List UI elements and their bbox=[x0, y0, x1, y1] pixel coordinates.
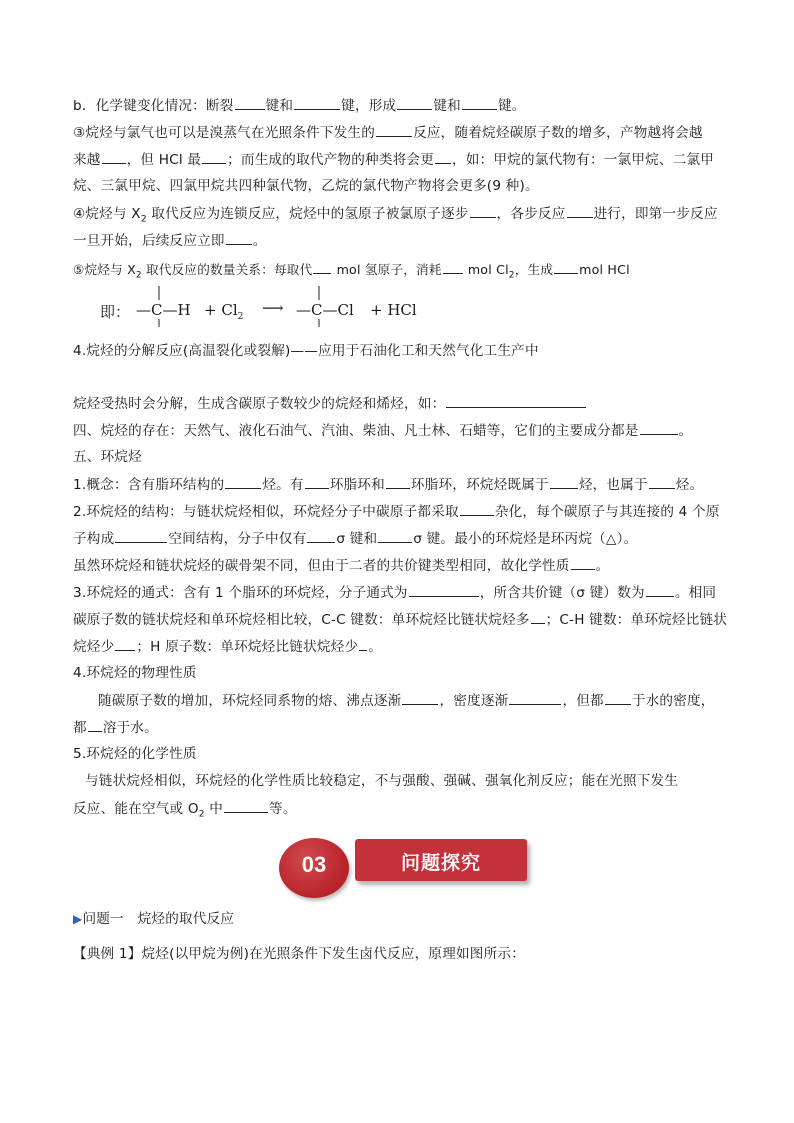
substitution-equation bbox=[100, 282, 430, 328]
section-heading: 5.环烷烃的化学性质 bbox=[73, 746, 197, 762]
section-title-plate: 问题探究 bbox=[355, 839, 527, 881]
text-line: 1.概念：含有脂环结构的 烃。有 环脂环和 环脂环，环烷烃既属于 烃，也属于 烃。 bbox=[73, 477, 704, 493]
text-line: 烷烃少 ；H 原子数：单环烷烃比链状烷烃少 。 bbox=[73, 639, 383, 655]
text-line: b．化学键变化情况：断裂 键和 键，形成 键和 键。 bbox=[73, 98, 526, 114]
text-line: 虽然环烷烃和链状烷烃的碳骨架不同，但由于二者的共价键类型相同，故化学性质 。 bbox=[73, 558, 610, 574]
methane-group: —C—H bbox=[136, 301, 191, 319]
chloromethane-group: —C—Cl bbox=[296, 301, 354, 319]
text-line: 与链状烷烃相似，环烷烃的化学性质比较稳定，不与强酸、强碱、强氧化剂反应；能在光照下发生 bbox=[85, 773, 679, 789]
text-line: 3.环烷烃的通式：含有 1 个脂环的环烷烃，分子通式为 ，所含共价键（σ 键）数为 。相同 bbox=[73, 585, 717, 601]
arrow-icon: ⟶ bbox=[262, 299, 284, 317]
triangle-bullet-icon: ▶ bbox=[73, 912, 83, 926]
section-heading: 4.环烷烃的物理性质 bbox=[73, 665, 197, 681]
text-line: 烷烃受热时会分解，生成含碳原子数较少的烷烃和烯烃，如： bbox=[73, 394, 587, 413]
section-number-badge: 03 bbox=[279, 838, 349, 898]
text-line: 一旦开始，后续反应立即 。 bbox=[73, 233, 267, 249]
text-line: 来越 ，但 HCl 最 ；而生成的取代产物的种类将会更 ，如：甲烷的氯代物有：一氯甲烷、二氯甲 bbox=[73, 152, 715, 168]
text-line: 子构成 空间结构，分子中仅有 σ 键和 σ 键。最小的环烷烃是环丙烷（△）。 bbox=[73, 531, 638, 547]
text-line: 烷、三氯甲烷、四氯甲烷共四种氯代物，乙烷的氯代物产物将会更多(9 种)。 bbox=[73, 178, 539, 194]
equation-prefix: 即： bbox=[100, 303, 131, 321]
text-line: 都 溶于水。 bbox=[73, 720, 158, 736]
example-line: 【典例 1】烷烃(以甲烷为例)在光照条件下发生卤代反应，原理如图所示： bbox=[73, 946, 525, 962]
text-line: 反应、能在空气或 $O_2$ 中 等。 bbox=[73, 801, 297, 820]
text-line: 随碳原子数的增加，环烷烃同系物的熔、沸点逐渐 ，密度逐渐 ，但都 于水的密度， bbox=[98, 693, 715, 709]
text-line: ⑤烷烃与 $X_2$ 取代反应的数量关系：每取代 mol 氢原子，消耗 mol $Cl_2$，生成 mol HCl bbox=[73, 262, 630, 281]
chlorine-reactant: + $Cl_2$ bbox=[204, 301, 244, 322]
section-banner bbox=[279, 834, 529, 886]
section-heading: 五、环烷烃 bbox=[73, 449, 142, 465]
text-line: 2.环烷烃的结构：与链状烷烃相似，环烷烃分子中碳原子都采取 杂化，每个碳原子与其连接的 4 个原 bbox=[73, 504, 720, 520]
text-line: ④烷烃与 $X_2$ 取代反应为连锁反应，烷烃中的氢原子被氯原子逐步 ，各步反应 进行，即第一步反应 bbox=[73, 206, 718, 225]
text-line: 碳原子数的链状烷烃和单环烷烃相比较，C-C 键数：单环烷烃比链状烷烃多 ；C-H 键数：单环烷烃比链状 bbox=[73, 612, 728, 628]
text-line: 四、烷烃的存在：天然气、液化石油气、汽油、柴油、凡士林、石蜡等，它们的主要成分都是 。 bbox=[73, 423, 693, 439]
hcl-product: + HCl bbox=[370, 301, 417, 319]
text-line: 4.烷烃的分解反应(高温裂化或裂解)——应用于石油化工和天然气化工生产中 bbox=[73, 343, 539, 359]
question-heading: ▶问题一 烷烃的取代反应 bbox=[73, 911, 235, 927]
text-line: ③烷烃与氯气也可以是溴蒸气在光照条件下发生的 反应，随着烷烃碳原子数的增多，产物越将会越 bbox=[73, 125, 703, 141]
